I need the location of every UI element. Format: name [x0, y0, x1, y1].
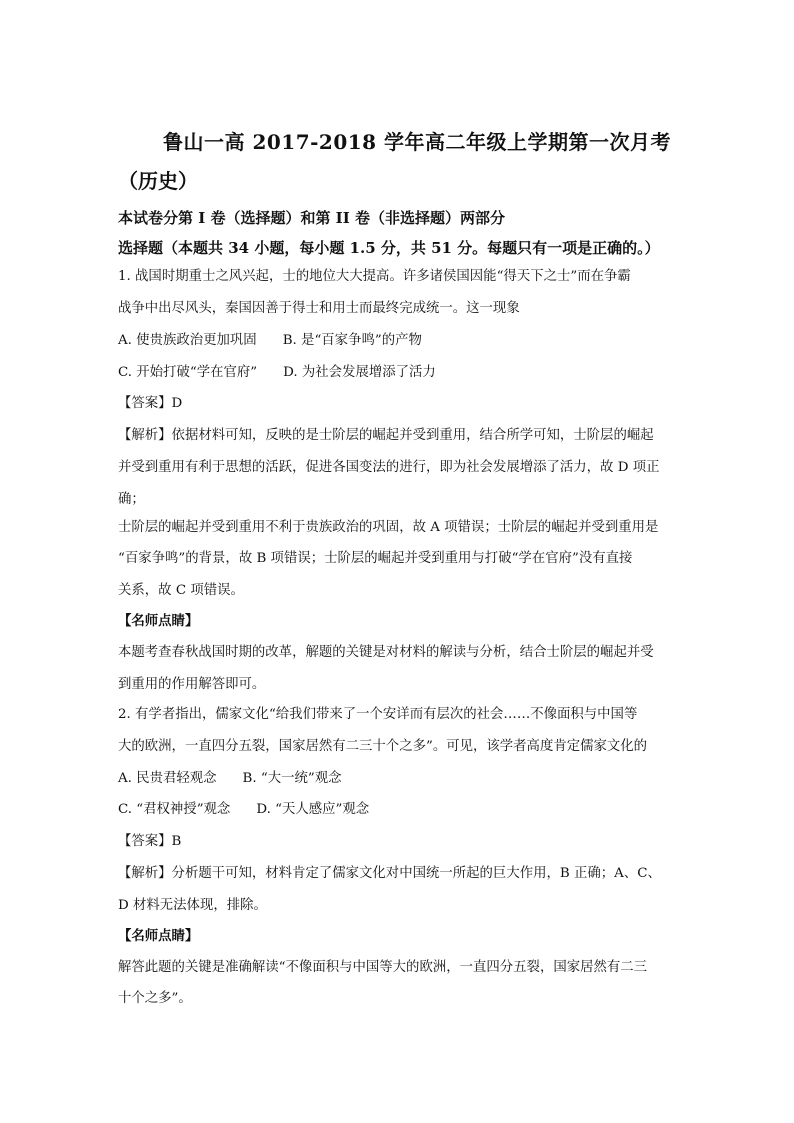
q1-analysis-line-5: “百家争鸣”的背景，故 B 项错误；士阶层的崛起并受到重用与打破“学在官府”没有直接 [118, 551, 633, 566]
q1-analysis-line-2: 并受到重用有利于思想的活跃，促进各国变法的进行，即为社会发展增添了活力，故 D 项正 [118, 460, 660, 475]
q1-stem-line-2: 战争中出尽风头，秦国因善于得士和用士而最终完成统一。这一现象 [118, 301, 520, 316]
q1-stem-line-1: 1. 战国时期重士之风兴起，士的地位大大提高。许多诸侯国因能“得天下之士”而在争霸 [118, 269, 631, 284]
q2-tip-line-2: 十个之多”。 [118, 991, 192, 1006]
q2-option-d: D. “天人感应”观念 [256, 802, 370, 817]
q2-option-b: B. “大一统”观念 [242, 771, 342, 786]
q2-options-cd [118, 803, 369, 816]
q1-option-b: B. 是“百家争鸣”的产物 [282, 333, 422, 348]
q1-tip-line-2: 到重用的作用解答即可。 [118, 677, 266, 692]
q2-option-c: C. “君权神授”观念 [118, 802, 231, 817]
q2-tip-line-1: 解答此题的关键是准确解读“不像面积与中国等大的欧洲，一直四分五裂，国家居然有二三 [118, 960, 648, 975]
q2-analysis-line-2: D 材料无法体现，排除。 [118, 898, 267, 913]
q1-answer: 【答案】D [118, 396, 183, 411]
exam-title: 鲁山一高 2017-2018 学年高二年级上学期第一次月考 [163, 130, 672, 154]
q1-option-d: D. 为社会发展增添了活力 [283, 365, 436, 380]
q1-analysis-line-3: 确； [118, 492, 145, 507]
q2-option-a: A. 民贵君轻观念 [118, 771, 217, 786]
q2-options-ab [118, 772, 342, 785]
q1-option-a: A. 使贵族政治更加巩固 [118, 333, 257, 348]
q1-analysis-line-1: 【解析】依据材料可知，反映的是士阶层的崛起并受到重用，结合所学可知，士阶层的崛起 [118, 428, 654, 443]
exam-intro: 本试卷分第 I 卷（选择题）和第 II 卷（非选择题）两部分 [118, 209, 505, 227]
q1-analysis-line-6: 关系，故 C 项错误。 [118, 583, 244, 598]
q2-stem-line-1: 2. 有学者指出，儒家文化“给我们带来了一个安详而有层次的社会……不像面积与中国等 [118, 707, 638, 722]
q2-stem-line-2: 大的欧洲，一直四分五裂，国家居然有二三十个之多”。可见，该学者高度肯定儒家文化的 [118, 739, 648, 754]
exam-subject: （历史） [118, 169, 198, 193]
q1-options-ab [118, 334, 422, 347]
q1-tip-label: 【名师点睛】 [118, 613, 199, 629]
section-heading: 选择题（本题共 34 小题，每小题 1.5 分，共 51 分。每题只有一项是正确的。） [118, 239, 660, 257]
q2-analysis-line-1: 【解析】分析题干可知，材料肯定了儒家文化对中国统一所起的巨大作用，B 正确；A、C、 [118, 866, 661, 881]
q2-tip-label: 【名师点睛】 [118, 928, 199, 944]
q2-answer: 【答案】B [118, 834, 182, 849]
q1-analysis-line-4: 士阶层的崛起并受到重用不利于贵族政治的巩固，故 A 项错误；士阶层的崛起并受到重用是 [118, 520, 659, 535]
q1-option-c: C. 开始打破“学在官府” [118, 365, 258, 380]
q1-options-cd [118, 366, 436, 379]
q1-tip-line-1: 本题考查春秋战国时期的改革，解题的关键是对材料的解读与分析，结合士阶层的崛起并受 [118, 645, 654, 660]
